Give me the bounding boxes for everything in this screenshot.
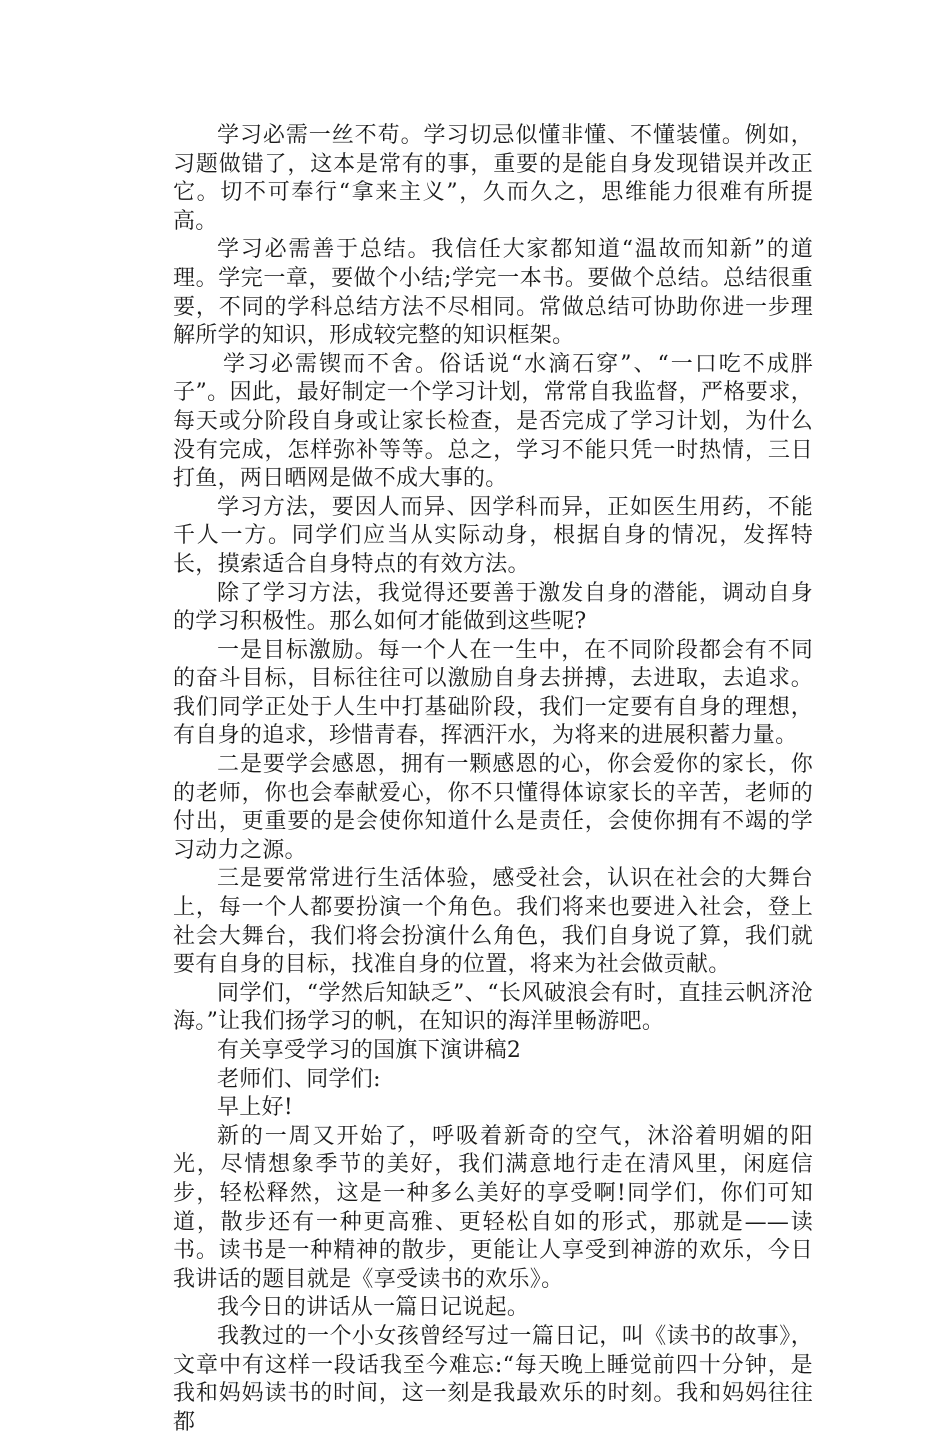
speech-title-2: 有关享受学习的国旗下演讲稿2 (217, 1038, 522, 1063)
paragraph-diary-intro: 我今日的讲话从一篇日记说起。 (217, 1295, 530, 1321)
paragraph-study-methods: 学习方法，要因人而异、因学科而异，正如医生用药，不能千人一方。同学们应当从实际动身，根据自身的情况，发挥特长，摸索适合自身特点的有效方法。 (173, 494, 813, 577)
paragraph-diary-story: 我教过的一个小女孩曾经写过一篇日记，叫《读书的故事》，文章中有这样一段话我至今难忘:“每天晚上睡觉前四十分钟，是我和妈妈读书的时间，这一刻是我最欢乐的时刻。我和妈妈往往都 (173, 1323, 813, 1435)
paragraph-closing: 同学们，“学然后知缺乏”、“长风破浪会有时，直挂云帆济沧海。”让我们扬学习的帆，在知识的海洋里畅游吧。 (173, 980, 813, 1035)
document-body (173, 122, 813, 1437)
paragraph-gratitude: 二是要学会感恩，拥有一颗感恩的心，你会爱你的家长，你的老师，你也会奉献爱心，你不只懂得体谅家长的辛苦，老师的付出，更重要的是会使你知道什么是责任，会使你拥有不竭的学习动力之源。 (173, 752, 813, 863)
paragraph-study-summary: 学习必需善于总结。我信任大家都知道“温故而知新”的道理。学完一章，要做个小结;学完一本书。要做个总结。总结很重要，不同的学科总结方法不尽相同。常做总结可协助你进一步理解所学的知识，形成较完整的知识框架。 (173, 237, 813, 349)
paragraph-reading-joy: 新的一周又开始了，呼吸着新奇的空气，沐浴着明媚的阳光，尽情想象季节的美好，我们满意地行走在清风里，闲庭信步，轻松释然，这是一种多么美好的享受啊!同学们，你们可知道，散步还有一种更高雅、更轻松自如的形式，那就是——读书。读书是一种精神的散步，更能让人享受到神游的欢乐，今日我讲话的题目就是《享受读书的欢乐》。 (173, 1123, 813, 1292)
paragraph-potential: 除了学习方法，我觉得还要善于激发自身的潜能，调动自身的学习积极性。那么如何才能做到这些呢? (173, 580, 813, 635)
paragraph-life-experience: 三是要常常进行生活体验，感受社会，认识在社会的大舞台上，每一个人都要扮演一个角色。我们将来也要进入社会，登上社会大舞台，我们将会扮演什么角色，我们自身说了算，我们就要有自身的目标，找准自身的位置，将来为社会做贡献。 (173, 866, 813, 978)
greeting: 早上好! (217, 1095, 294, 1121)
paragraph-study-perseverance: 学习必需锲而不舍。俗话说“水滴石穿”、“一口吃不成胖子”。因此，最好制定一个学习计划，常常自我监督，严格要求，每天或分阶段自身或让家长检查，是否完成了学习计划，为什么没有完成，怎样弥补等等。总之，学习不能只凭一时热情，三日打鱼，两日晒网是做不成大事的。 (173, 351, 813, 492)
salutation: 老师们、同学们: (217, 1066, 381, 1092)
paragraph-study-carefulness: 学习必需一丝不苟。学习切忌似懂非懂、不懂装懂。例如，习题做错了，这本是常有的事，重要的是能自身发现错误并改正它。切不可奉行“拿来主义”，久而久之，思维能力很难有所提高。 (173, 123, 813, 234)
paragraph-goal-motivation: 一是目标激励。每一个人在一生中，在不同阶段都会有不同的奋斗目标，目标往往可以激励自身去拼搏，去进取，去追求。我们同学正处于人生中打基础阶段，我们一定要有自身的理想，有自身的追求，珍惜青春，挥洒汗水，为将来的进展积蓄力量。 (173, 637, 813, 749)
